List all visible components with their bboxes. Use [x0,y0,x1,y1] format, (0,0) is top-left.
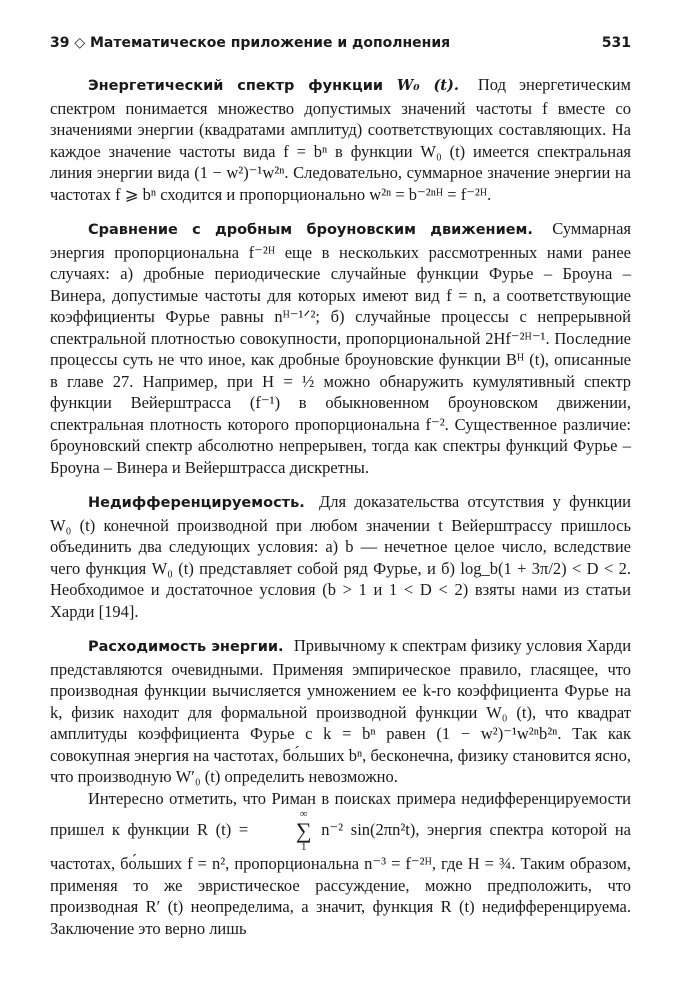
paragraph-text: Интересно отметить, что Риман в поисках примера недифференцируемости пришел к функции R (t) = [50,788,631,839]
paragraph-text: Для доказательства отсутствия у функции W₀ (t) конечной производной при любом значении t Вейерштрассу пришлось объединить два следующих условия: а) b — нечетное целое число, вследствие чего функция W₀ (t) представляет собой ряд Фурье, и б) log_b(1 + 3π/2) < D < 2. Необходимое и достаточное условия (b > 1 и 1 < D < 2) взяты нами из статьи Харди [194]. [50,492,632,621]
section-heading: Недифференцируемость. [88,495,305,511]
section-heading: Сравнение с дробным броуновским движением. [88,222,533,238]
chapter-title: 39 ◇ Математическое приложение и дополнения [50,35,451,51]
sigma-glyph: ∑ [295,818,312,843]
paragraph-energy-spectrum [50,74,631,205]
summation-symbol [258,809,312,853]
paragraph-text: Суммарная энергия пропорциональна f⁻²ᴴ еще в нескольких рассмотренных нами ранее случаях: а) дробные периодические случайные функции Фурье – Броуна – Винера, допустимые частоты для которых имеют вид f = n, а соответствующие коэффициенты Фурье равны nᴴ⁻¹ᐟ²; б) случайные процессы с непрерывной спектральной плотностью совокупности, пропорциональной 2Hf⁻²ᴴ⁻¹. Последние процессы суть не что иное, как дробные броуновские функции Bᴴ (t), описанные в главе 27. Например, при H = ½ можно обнаружить кумулятивный спектр функции Вейерштрасса (f⁻¹) в обыкновенном броуновском движении, спектральная плотность которого пропорциональна f⁻². Существенное различие: броуновский спектр абсолютно непрерывен, тогда как спектры функций Фурье – Броуна – Винера и Вейерштрасса дискретны. [50,219,631,477]
paragraph-text: n⁻² sin(2πn²t), энергия спектра которой на частотах, бо́льших f = n², пропорциональна n⁻³ = f⁻²ᴴ, где H = ¾. Таким образом, применяя то же эвристическое рассуждение, можно предположить, что производная R′ (t) неопределима, а значит, функция R (t) недифференцируема. Заключение это верно лишь [50,819,631,938]
paragraph-nondifferentiability [50,491,631,622]
paragraph-energy-divergence [50,635,631,788]
paragraph-fbm-comparison [50,218,631,478]
page-number: 531 [601,35,631,51]
sum-upper-limit: ∞ [299,808,308,820]
sum-lower-limit: 1 [300,841,307,853]
paragraph-text: Привычному к спектрам физику условия Харди представляются очевидными. Применяя эмпирическое правило, гласящее, что производная функции вычисляется умножением ее k-го коэффициента Фурье на k, физик находит для формальной производной функции W₀ (t), что квадрат амплитуды коэффициента Фурье с k = bⁿ равен (1 − w²)⁻¹w²ⁿb²ⁿ. Так как совокупная энергия на частотах, бо́льших bⁿ, бесконечна, физику становится ясно, что производную W′₀ (t) определить невозможно. [50,636,632,786]
main-text [50,74,631,939]
paragraph-riemann [50,788,631,940]
paragraph-text: Под энергетическим спектром понимается множество допустимых значений частоты f вместе со значениями энергии (квадратами амплитуд) соответствующих составляющих. На каждое значение частоты вида f = bⁿ в функции W₀ (t) имеется спектральная линия энергии вида (1 − w²)⁻¹w²ⁿ. Следовательно, суммарное значение энергии на частотах f ⩾ bⁿ сходится и пропорционально w²ⁿ = b⁻²ⁿᴴ = f⁻²ᴴ. [50,75,631,204]
section-heading: Расходимость энергии. [88,639,284,655]
section-heading: Энергетический спектр функции W₀ (t). [88,77,459,94]
running-header [50,35,631,57]
